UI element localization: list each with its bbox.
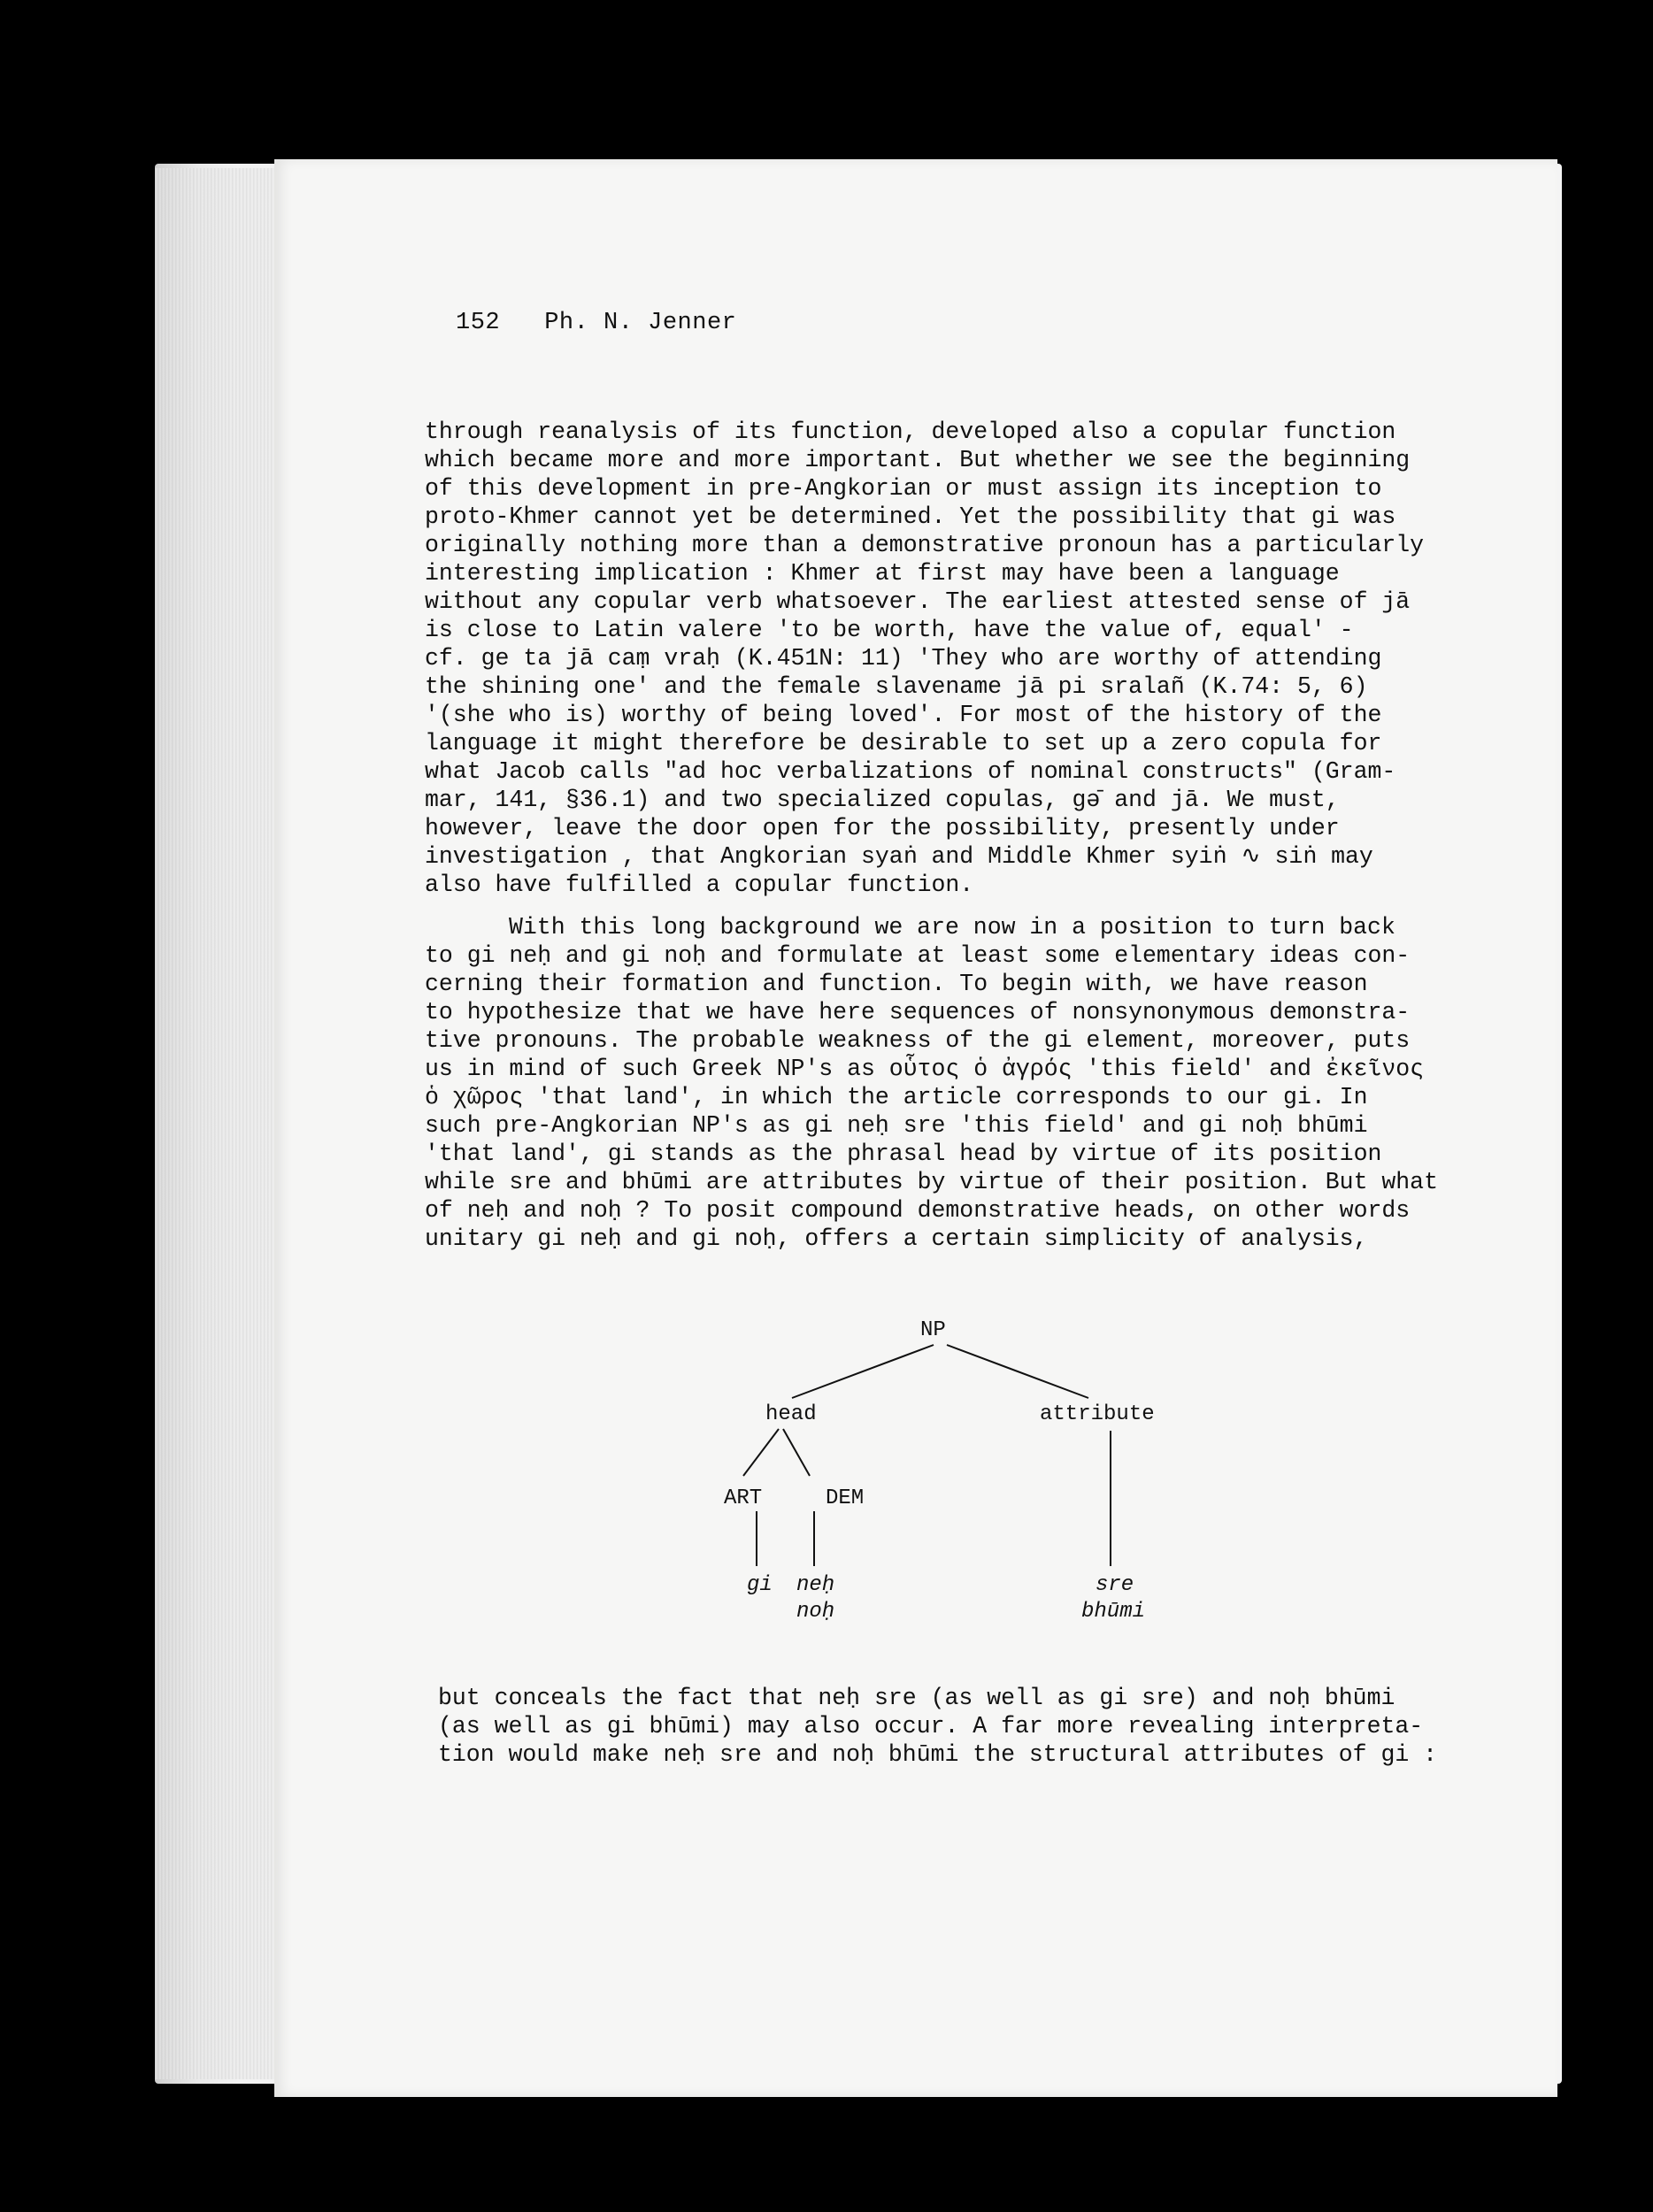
text-line: With this long background we are now in a position to turn back bbox=[509, 914, 1395, 941]
text-line: language it might therefore be desirable to set up a zero copula for bbox=[425, 730, 1382, 757]
text-line: (as well as gi bhūmi) may also occur. A far more revealing interpreta- bbox=[438, 1713, 1424, 1740]
text-line: such pre-Angkorian NP's as gi neḥ sre 'this field' and gi noḥ bhūmi bbox=[425, 1112, 1368, 1139]
tree-leaf-sre: sre bbox=[1096, 1573, 1134, 1597]
page-edges bbox=[155, 168, 279, 2079]
text-line: to hypothesize that we have here sequences of nonsynonymous demonstra- bbox=[425, 999, 1411, 1025]
paragraph-3 bbox=[438, 1684, 1456, 1769]
paragraph-1 bbox=[425, 418, 1425, 899]
text-line: of this development in pre-Angkorian or must assign its inception to bbox=[425, 475, 1382, 502]
text-line: what Jacob calls "ad hoc verbalizations of nominal constructs" (Gram- bbox=[425, 758, 1396, 785]
text-line: which became more and more important. But whether we see the beginning bbox=[425, 447, 1411, 473]
text-line: through reanalysis of its function, developed also a copular function bbox=[425, 419, 1396, 445]
tree-leaf-neh: neḥ bbox=[796, 1573, 835, 1597]
text-line: proto-Khmer cannot yet be determined. Yet the possibility that gi was bbox=[425, 503, 1396, 530]
text-line: to gi neḥ and gi noḥ and formulate at least some elementary ideas con- bbox=[425, 942, 1411, 969]
branch-head-art bbox=[743, 1429, 779, 1476]
text-line: ὁ χῶρος 'that land', in which the article corresponds to our gi. In bbox=[425, 1084, 1368, 1110]
text-line: however, leave the door open for the possibility, presently under bbox=[425, 815, 1340, 841]
text-line: originally nothing more than a demonstrative pronoun has a particularly bbox=[425, 532, 1425, 558]
main-text bbox=[425, 418, 1438, 1253]
branch-np-attribute bbox=[947, 1345, 1088, 1398]
text-line: investigation , that Angkorian syaṅ and Middle Khmer syiṅ ∿ siṅ may bbox=[425, 843, 1373, 870]
paragraph-2 bbox=[425, 913, 1438, 1253]
running-header bbox=[456, 310, 736, 336]
text-line: without any copular verb whatsoever. The earliest attested sense of jā bbox=[425, 588, 1411, 615]
tree-node-head: head bbox=[765, 1402, 817, 1426]
page-number: 152 bbox=[456, 310, 501, 336]
text-line: but conceals the fact that neḥ sre (as well as gi sre) and noḥ bhūmi bbox=[438, 1685, 1395, 1711]
tree-leaf-bhumi: bhūmi bbox=[1081, 1600, 1146, 1624]
text-line: is close to Latin valere 'to be worth, have the value of, equal' - bbox=[425, 617, 1354, 643]
tree-node-np: NP bbox=[920, 1318, 946, 1342]
text-line: of neḥ and noḥ ? To posit compound demonstrative heads, on other words bbox=[425, 1197, 1411, 1224]
author-name: Ph. N. Jenner bbox=[544, 310, 737, 336]
text-line: while sre and bhūmi are attributes by virtue of their position. But what bbox=[425, 1169, 1438, 1195]
tree-branches bbox=[699, 1310, 1319, 1663]
text-line: interesting implication : Khmer at first may have been a language bbox=[425, 560, 1340, 587]
tree-leaf-noh: noḥ bbox=[796, 1600, 835, 1624]
text-line: tive pronouns. The probable weakness of the gi element, moreover, puts bbox=[425, 1027, 1411, 1054]
text-line: us in mind of such Greek NP's as οὗτος ὁ ἀγρός 'this field' and ἐκεῖνος bbox=[425, 1056, 1425, 1082]
branch-head-dem bbox=[783, 1429, 810, 1476]
syntax-tree-diagram bbox=[699, 1310, 1319, 1663]
text-line: cerning their formation and function. To begin with, we have reason bbox=[425, 971, 1368, 997]
text-line: the shining one' and the female slavename jā pi sralañ (K.74: 5, 6) bbox=[425, 673, 1368, 700]
text-line: '(she who is) worthy of being loved'. For most of the history of the bbox=[425, 702, 1382, 728]
text-line: unitary gi neḥ and gi noḥ, offers a certain simplicity of analysis, bbox=[425, 1225, 1368, 1252]
branch-np-head bbox=[792, 1345, 934, 1398]
text-line: mar, 141, §36.1) and two specialized copulas, gə̄ and jā. We must, bbox=[425, 787, 1340, 813]
tree-node-dem: DEM bbox=[826, 1486, 865, 1510]
tree-leaf-gi: gi bbox=[747, 1573, 773, 1597]
text-line: 'that land', gi stands as the phrasal head by virtue of its position bbox=[425, 1141, 1382, 1167]
tree-node-art: ART bbox=[724, 1486, 763, 1510]
text-line: cf. ge ta jā caṃ vraḥ (K.451N: 11) 'They who are worthy of attending bbox=[425, 645, 1382, 672]
tree-node-attribute: attribute bbox=[1040, 1402, 1155, 1426]
text-line: also have fulfilled a copular function. bbox=[425, 872, 974, 898]
text-line: tion would make neḥ sre and noḥ bhūmi the structural attributes of gi : bbox=[438, 1741, 1438, 1768]
